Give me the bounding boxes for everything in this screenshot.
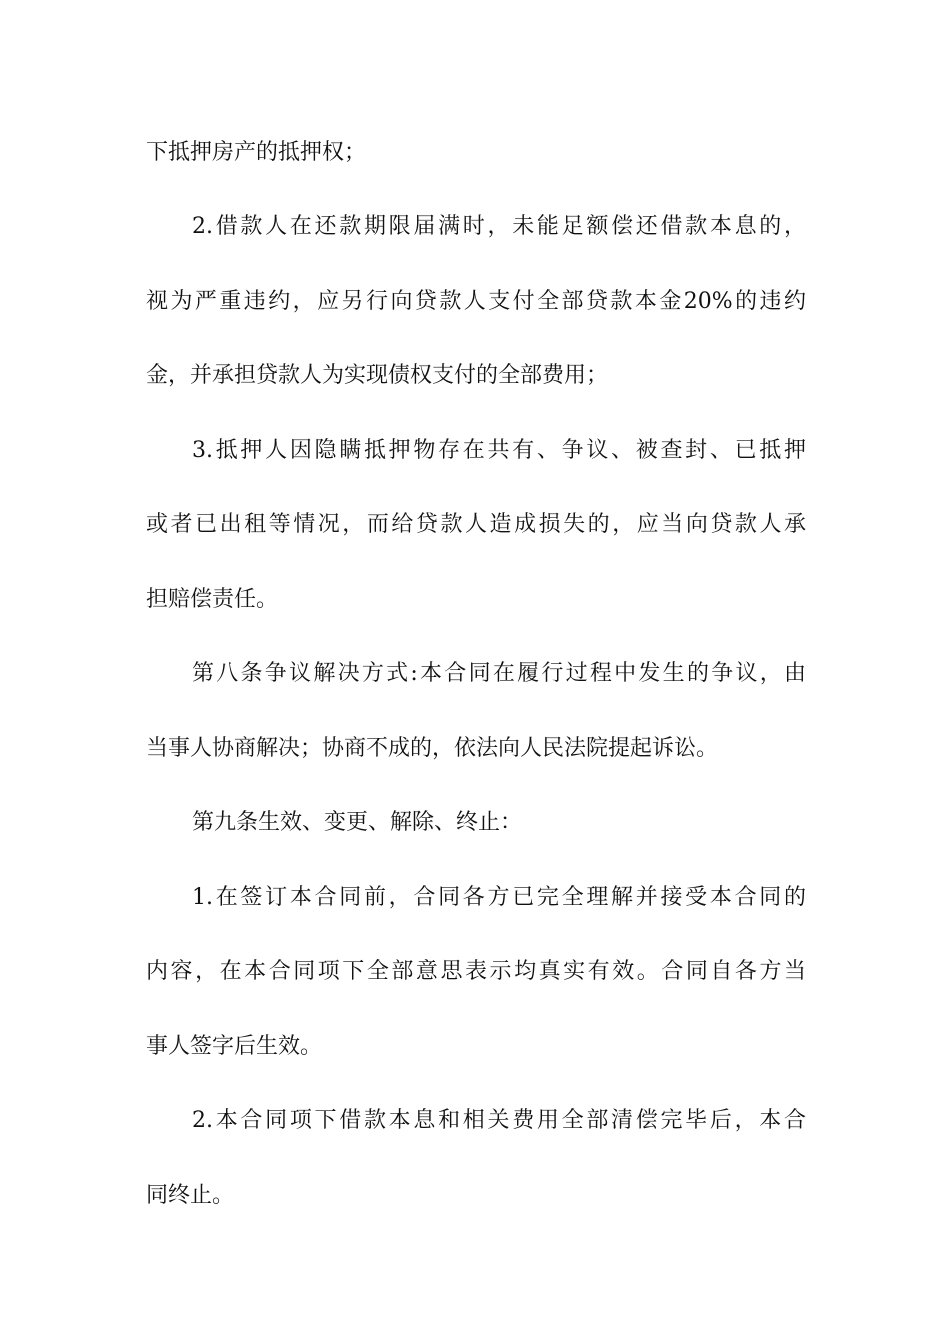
- text-line: 1.在签订本合同前，合同各方已完全理解并接受本合同的: [192, 885, 806, 910]
- text-line: 事人签字后生效。: [146, 1034, 323, 1059]
- text-line: 或者已出租等情况，而给贷款人造成损失的，应当向贷款人承: [146, 512, 806, 537]
- text-line: 内容，在本合同项下全部意思表示均真实有效。合同自各方当: [146, 959, 806, 984]
- text-line: 当事人协商解决；协商不成的，依法向人民法院提起诉讼。: [146, 736, 719, 761]
- text-line: 视为严重违约，应另行向贷款人支付全部贷款本金20%的违约: [146, 289, 806, 314]
- text-line: 第八条争议解决方式:本合同在履行过程中发生的争议，由: [192, 661, 806, 686]
- text-line: 2.本合同项下借款本息和相关费用全部清偿完毕后，本合: [192, 1108, 806, 1133]
- text-line: 下抵押房产的抵押权；: [146, 140, 367, 165]
- text-line: 担赔偿责任。: [146, 587, 279, 612]
- text-line: 第九条生效、变更、解除、终止：: [192, 810, 523, 835]
- text-line: 3.抵押人因隐瞒抵押物存在共有、争议、被查封、已抵押: [192, 438, 806, 463]
- text-line: 同终止。: [146, 1183, 235, 1208]
- text-line: 2.借款人在还款期限届满时，未能足额偿还借款本息的，: [192, 214, 806, 239]
- text-line: 金，并承担贷款人为实现债权支付的全部费用；: [146, 363, 609, 388]
